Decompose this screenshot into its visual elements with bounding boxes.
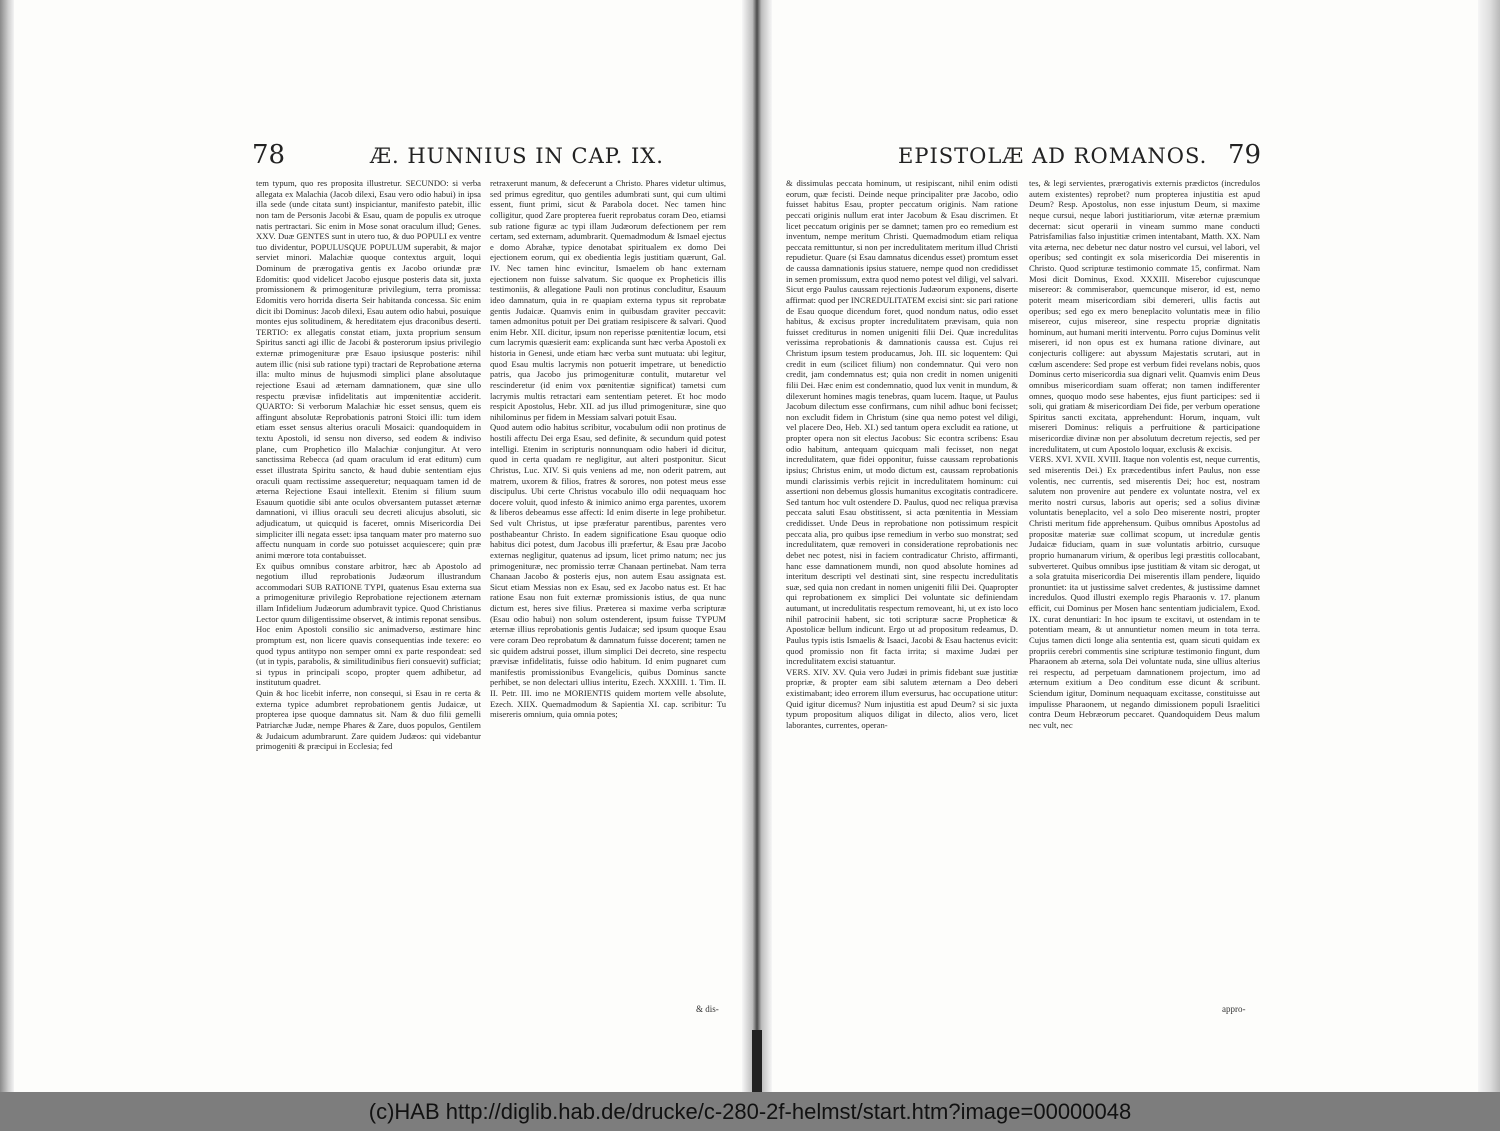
left-col1-text: tem typum, quo res proposita illustretur. SECUNDO: si verba allegata ex Malachia (Jacob dilexi, Esau vero odio habui) in ipsa illa sede (unde citata sunt) inspiciantur, manifesto patebit, illic non tam de Personis Jacobi & Esau, quam de populis ex utroque natis pertractari. Sic enim in Mose sonat oraculum illud; Genes. XXV. Duæ GENTES sunt in utero tuo, & duo POPULI ex ventre tuo dividentur, POPULUSQUE POPULUM superabit, & major serviet minori. Malachiæ quoque contextus arguit, loqui Dominum de prærogativa gentis ex Jacobo oriundæ præ Edomitis: quod videlicet Jacobo ejusque posteris data sit, juxta promissionem & primogenituræ privilegium, terra promissa: Edomitis vero horrida diserta Seir habitanda concessa. Sic enim dicit ibi Dominus: Jacob dilexi, Esau autem odio habui, posuique montes ejus solitudinem, & hereditatem ejus draconibus deserti. TERTIO: ex allegatis constat etiam, juxta proprium sensum Spiritus sancti agi illic de Jacobi & posterorum ipsius privilegio externæ primogenituræ præ Esauo ipsiusque posteris: nihil autem illic (nisi sub ratione typi) tractari de Reprobatione æterna illa: multo minus de hujusmodi simplici plane absolutaque rejectione Esaui ad æternam damnationem, quæ sine ullo respectu prævisæ infidelitatis aut impœnitentiæ acciderit. QUARTO: Si verborum Malachiæ hic esset sensus, quem eis affingunt absolutæ Reprobationis patroni Stoici illi: tum idem etiam esset sensus alterius oraculi Mosaici: quandoquidem in textu Apostoli, id sensu non diverso, sed eodem & indiviso plane, cum Prophetico illo Malachiæ conjungitur. At vero sanctissima Rebecca (ad quam oraculum id erat editum) cum esset illustrata Spiritu sancto, & haud dubie sententiam ejus oraculi quam rectissime assequeretur; nequaquam tamen id de æterna Rejectione Esaui intellexit. Etenim si filium suum Esauum quotidie sibi ante oculos obversantem putasset æternæ damnationi, vi illius oraculi seu decreti alicujus absoluti, sic adjudicatum, ut quicquid is faceret, omnis Misericordia Dei simpliciter illi negata esset: ipsa tanquam mater pro materno suo affectu nunquam in corde suo potuisset acquiescere; quin præ animi mœrore tota contabuisset. Ex quibus omnibus constare arbitror, hæc ab Apostolo ad negotium illud reprobationis Judæorum illustrandum accommodari SUB RATIONE TYPI, quatenus Esau externa sua a primogenituræ privilegio Reprobatione rejectionem æternam illam Infidelium Judæorum adumbravit typice. Quod Christianus Lector quum diligentissime observet, & intimis reponat sensibus. Hoc enim Apostoli consilio sic animadverso, æstimare hinc promptum est, non licere quavis consequentias inde texere: eo quod typus antitypo non semper omni ex parte respondeat: sed (ut in typis, parabolis, & similitudinibus fieri consuevit) sufficiat; si typus in principali scopo, propter quem adhibetur, ad institutum quadret. Quin & hoc licebit inferre, non consequi, si Esau in re certa & externa typice adumbret reprobationem gentis Judaicæ, ut propterea ipse quoque damnatus sit. Nam & duo filii gemelli Patriarchæ Judæ, nempe Phares & Zare, duos populos, Gentilem & Judaicum adumbrarunt. Zare quidem Judæos: qui videbantur primogeniti & præcipui in Ecclesia; fed (256, 178, 481, 752)
left-running-head: Æ. HUNNIUS IN CAP. IX. (370, 144, 664, 168)
left-page-edge (0, 0, 14, 1092)
right-page-column-1 (786, 178, 1018, 1008)
right-col1-text: & dissimulas peccata hominum, ut resipiscant, nihil enim odisti eorum, quæ fecisti. Deinde neque principaliter præ Jacobo, odio fuisset habitus Esau, propter peccatum originis. Nam ratione peccati originis nullum erat inter Jacobum & Esau discrimen. Et licet peccatum originis per se damnet; tamen pro eo remedium est inventum, nempe meritum Christi. Quemadmodum etiam reliqua peccata remittuntur, si non per incredulitatem meritum illud Christi repudietur. Quare (si Esau damnatus dicendus esset) promtum esset de caussa damnationis ipsius statuere, nempe quod non credidisset in semen promissum, extra quod nemo potest vel diligi, vel salvari. Sicut ergo Paulus caussam rejectionis Judæorum exponens, diserte affirmat: quod per INCREDULITATEM excisi sint: sic pari ratione de Esau quoque dicendum foret, quod nondum natus, odio esset habitus, & excisus propter incredulitatem prævisam, quia non fuisset crediturus in nomen unigeniti filii Dei. Quæ incredulitas verissima reprobationis & damnationis caussa est. Cujus rei Christum ipsum testem producamus, Joh. III. sic loquentem: Qui credit in eum (scilicet filium) non condemnatur. Qui vero non credit, jam condemnatus est; quia non credit in nomen unigeniti filii Dei. Hæc enim est condemnatio, quod lux venit in mundum, & dilexerunt homines magis tenebras, quam lucem. Itaque, ut Paulus Jacobum dilectum esse confirmans, cum nihil adhuc boni fecisset; non excludit fidem in Christum (sine qua nemo potest vel diligi, vel placere Deo, Heb. XI.) sed tantum opera excludit ea ratione, ut propter opera non sit electus Jacobus: Sic econtra scribens: Esau odio habitum, antequam quicquam mali fecisset, non negat incredulitatem, quæ fidei opponitur, fuisse caussam reprobationis ipsius; Christus enim, ut modo dictum est, caussam reprobationis mundi clarissimis verbis rejicit in incredulitatem hominum: cui assertioni non debemus glossis humanitus excogitatis contradicere. Sed tantum hoc vult ostendere D. Paulus, quod nec reliqua prævisa peccata saluti Esau obstitissent, si acta pœnitentia in Messiam credidisset. Unde Deus in reprobatione non potissimum respicit peccata alia, pro quibus ipse remedium in verbo suo monstrat; sed incredulitatem, quæ removeri in consideratione reprobationis nec debet nec potest, nisi in faciem contradicatur Christo, affirmanti, hanc esse damnationem mundi, non quod absolute homines ad interitum descripti vel destinati sint, sine respectu incredulitatis suæ, sed quia non credant in nomen unigeniti filii Dei. Quapropter qui reprobationem ex simplici Dei voluntate sic definiendam autumant, ut incredulitatis respectum removeant, hi, ut ex isto loco nihil patrocinii habent, sic toti scripturæ sacræ Propheticæ & Apostolicæ bellum indicunt. Ergo ut ad propositum redeamus, D. Paulus typis istis Ismaelis & Isaaci, Jacobi & Esau hactenus evicit: quod promissio non fit facta irrita; si maxime Judæi per incredulitatem excisi statuantur. VERS. XIV. XV. Quia vero Judæi in primis fidebant suæ justitiæ propriæ, & propter eam sibi salutem æternam a Deo deberi existimabant; ideo errorem illum eversurus, hac occupatione utitur: Quid igitur dicemus? Num injustitia est apud Deum? si sic juxta typum propositum aliquos diligat in dilecto, alios vero, licet laborantes, currentes, operan- (786, 178, 1018, 730)
right-page-number: 79 (1228, 140, 1262, 170)
left-page-column-2 (490, 178, 726, 1008)
right-col2-text: tes, & legi servientes, prærogativis externis prædictos (incredulos autem existentes) reprobet? num propterea injustitia est apud Deum? Resp. Apostolus, non esse injustum Deum, si maxime neque cursui, neque labori justitiariorum, vitæ æternæ præmium decernat: sicut operarii in vineam summo mane conducti Patrisfamilias falso injustitiæ crimen intentabant, Matth. XX. Nam vita æterna, nec debetur nec datur nostro vel cursui, vel labori, vel operibus; sed contingit ex sola misericordia Dei miserentis in Christo. Quod scripturæ testimonio commate 15, confirmat. Nam Mosi dicit Dominus, Exod. XXXIII. Miserebor cujuscunque misereor: & commiserabor, quemcunque miseror, id est, nemo poterit meam misericordiam sibi demereri, ullis factis aut operibus; sed ego ex mero beneplacito voluntatis meæ in filio misereor, cujus misereor, sine respectu propriæ dignitatis hominum, aut humani meriti interventu. Porro cujus Dominus velit misereri, id non opus est ex humana ratione divinare, aut conjecturis colligere: aut abyssum Majestatis scrutari, aut in cœlum ascendere: Sed prope est verbum fidei revelans nobis, quos Dominus certo misericordia sua dignari velit. Quamvis enim Deus omnibus misericordiam suam offerat; non tamen indifferenter omnes, quoquo modo sese habentes, ejus fiunt participes: sed ii soli, qui gratiam & misericordiam Dei fide, per verbum operatione Spiritus sancti excitata, apprehendunt: Horum, inquam, vult misereri Dominus: reliquis a perfruitione & participatione misericordiæ divinæ non per absolutum decretum rejectis, sed per incredulitatem, ut cum Apostolo loquar, exclusis & excisis. VERS. XVI. XVII. XVIII. Itaque non volentis est, neque currentis, sed miserentis Dei.) Ex præcedentibus infert Paulus, non esse volentis, nec currentis, sed miserentis Dei; hoc est, nostram salutem non provenire aut pendere ex voluntate nostra, vel ex merito nostri cursus, laboris aut operis; sed a solius divinæ voluntatis beneplacito, vel a solo Deo miserente nostri, propter Christi meritum fide apprehensum. Quibus omnibus Apostolus ad propositæ materiæ suæ collimat scopum, ut incredulæ gentis Judaicæ fiduciam, quam in suæ voluntatis arbitrio, cursuque proprio humanarum virium, & operibus legi præstitis collocabant, subverteret. Quibus omnibus ipse justitiam & vitam sic derogat, ut a sola gratuita misericordia Dei miserentis illam pendere, liquido pronuntiet: ita ut justissime salvet credentes, & justissime damnet incredulos. Quod illustri exemplo regis Pharaonis v. 17. planum efficit, cui Dominus per Mosen hanc sententiam judicialem, Exod. IX. curat denuntiari: In hoc ipsum te excitavi, ut ostendam in te potentiam meam, & ut annuntietur nomen meum in tota terra. Cujus tamen dicti longe alia sententia est, quam sicuti quidam ex propriis cerebri commentis sine scripturæ testimonio fingunt, dum Pharaonem ab æterna, sola Dei voluntate nuda, sine ullius alterius rei respectu, ad perpetuam damnationem projectum, imo ad æternum exitium a Deo conditum esse dicunt & scribunt. Sciendum igitur, Dominum nequaquam excitasse, constituisse aut impulisse Pharaonem, ut negando dimissionem populi Israelitici contra Deum Hebræorum peccaret. Quandoquidem Deus malum nec vult, nec (1029, 178, 1260, 730)
right-page-column-2 (1029, 178, 1260, 1008)
binding-gutter (742, 0, 772, 1092)
scan-shadow (752, 1030, 762, 1092)
left-col2-text: retraxerunt manum, & defecerunt a Christo. Phares videtur ultimus, sed primus egreditur, quo gentiles adumbrati sunt, qui cum ultimi essent, fiunt primi, sicut & Parabola docet. Nec tamen hinc colligitur, quod Zare propterea fuerit reprobatus coram Deo, etiamsi sub ratione figuræ ac typi illam Judæorum defectionem per rem certam, sed externam, adumbrarit. Quemadmodum & Ismael ejectus e domo Abrahæ, typice denotabat spiritualem ex domo Dei ejectionem eorum, qui ex obedientia legis justitiam quærunt, Gal. IV. Nec tamen hinc evincitur, Ismaelem ob hanc externam ejectionem non fuisse salvatum. Sic quoque ex Propheticis illis testimoniis, & allegatione Pauli non protinus concluditur, Esauum ideo damnatum, quia in re quapiam externa typus sit reprobatæ gentis Judaicæ. Quamvis enim in quibusdam graviter peccavit: tamen admonitus potuit per Dei gratiam resipiscere & salvari. Quod enim Hebr. XII. dicitur, ipsum non reperisse pœnitentiæ locum, etsi cum lacrymis quæsierit eam: explicanda sunt hæc verba Apostoli ex historia in Genesi, unde etiam hæc verba sunt mutuata: ubi legitur, quod Esau multis lacrymis non potuerit impetrare, ut benedictio patris, qua Jacobo jus primogenituræ contulit, mutaretur vel rescinderetur (id enim vox pœnitentiæ significat) tametsi cum lacrymis multis retractari eam sententiam peteret. Et hoc modo respicit Apostolus, Hebr. XII. ad jus illud primogenituræ, sine quo nihilominus per fidem in Messiam salvari potuit Esau. Quod autem odio habitus scribitur, vocabulum odii non protinus de hostili affectu Dei erga Esau, sed definite, & secundum quid potest intelligi. Etenim in scripturis nonnunquam odio haberi id dicitur, quod in certa quadam re negligitur, aut alteri postponitur. Sicut Christus, Luc. XIV. Si quis veniens ad me, non oderit patrem, aut matrem, uxorem & filios, fratres & sorores, non potest meus esse discipulus. Ubi certe Christus vocabulo illo odii nequaquam hoc docere voluit, quod infesto & inimico animo erga parentes, uxorem & liberos debeamus esse affecti: Id enim diserte in lege prohibetur. Sed vult Christus, ut ipse præferatur parentibus, parentes vero posthabeantur Christo. In eadem significatione Esau quoque odio habitus dici potest, dum Jacobus illi præfertur, & Esau præ Jacobo externas negligitur, quatenus ad ipsum, licet primo natum; nec jus primogenituræ, nec promissio terræ Chanaan pertinebat. Nam terra Chanaan Jacobo & posteris ejus, non autem Esau assignata est. Sicut etiam Messias non ex Esau, sed ex Jacobo natus est. Et hac ratione Esau non fuit externæ promissionis istius, de qua nunc dictum est, heres sive filius. Præterea si maxime verba scripturæ (Esau odio habui) non solum ostenderent, ipsum fuisse TYPUM æternæ illius reprobationis gentis Judaicæ; sed ipsum quoque Esau vere coram Deo reprobatum & damnatum fuisse docerent; tamen ne sic quidem adstrui posset, illum simplici Dei decreto, sine respectu prævisæ infidelitatis, fuisse odio habitum. Id enim pugnaret cum manifestis promissionibus Evangelicis, quibus Dominus sancte perhibet, se non delectari ullius interitu, Ezech. XXXIII. 1. Tim. II. II. Petr. III. imo ne MORIENTIS quidem mortem velle absolute, Ezech. XIIX. Quemadmodum & Sapientia XI. cap. scribitur: Tu misereris omnium, quia omnia potes; (490, 178, 726, 720)
right-running-head: EPISTOLÆ AD ROMANOS. (898, 144, 1208, 168)
left-page-column-1 (256, 178, 481, 1008)
right-catchword: appro- (1222, 1004, 1246, 1014)
left-catchword: & dis- (696, 1004, 719, 1014)
right-page-header (898, 140, 1262, 178)
left-page-body (256, 178, 726, 998)
credit-text: (c)HAB http://diglib.hab.de/drucke/c-280-2f-helmst/start.htm?image=00000048 (368, 1098, 1132, 1124)
right-page-edge (1478, 0, 1500, 1092)
right-page-body (786, 178, 1260, 998)
left-page-header (252, 140, 712, 178)
left-page-number: 78 (252, 140, 286, 170)
credit-bar (0, 1092, 1500, 1131)
